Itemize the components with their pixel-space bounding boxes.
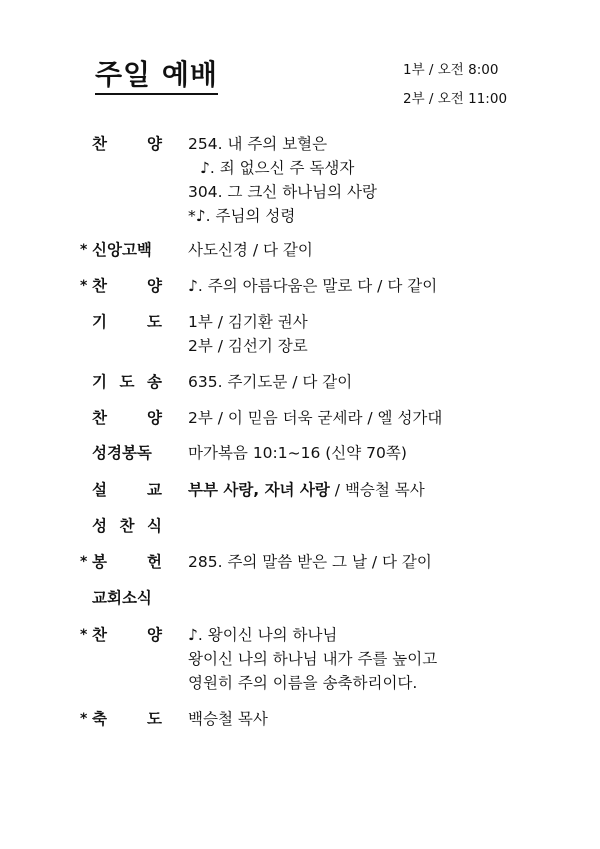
order-item-label [80,132,188,156]
order-item [80,132,580,228]
order-item-label-text: 헌 [147,553,162,571]
order-item [80,707,580,731]
order-item-text: 635. 주기도문 / 다 같이 [188,373,353,391]
order-item-label [80,310,188,334]
standing-marker: * [80,242,88,258]
order-item-text: ♪. 왕이신 나의 하나님 [188,626,338,644]
order-item [80,623,580,695]
order-item-label [80,623,188,647]
order-item [80,274,580,298]
order-item-label [80,441,188,465]
order-item-label-text: 찬 [119,517,135,535]
order-item [80,478,580,502]
order-item-label-text: 송 [147,373,162,391]
order-item-label-text: 양 [147,626,162,644]
order-item-content [188,132,580,228]
order-item-content [188,370,580,394]
order-item-line [188,671,580,695]
order-of-worship [80,132,580,743]
order-item-label-text: 찬 [92,626,107,644]
order-item-label-text: 봉 [92,553,107,571]
order-item-line [188,204,580,228]
order-item-line [188,441,580,465]
order-item-text: 백승철 목사 [188,710,268,728]
standing-marker: * [80,278,88,294]
order-item [80,406,580,430]
order-item-label [80,370,188,394]
order-item-text: 영원히 주의 이름을 송축하리이다. [188,674,418,692]
order-item-line [188,478,580,502]
order-item-text: 285. 주의 말씀 받은 그 날 / 다 같이 [188,553,432,571]
order-item-line [188,370,580,394]
order-item-line [188,707,580,731]
order-item-label-text: 성 [92,517,107,535]
order-item-content [188,478,580,502]
order-item-line [188,623,580,647]
order-item-line [188,180,580,204]
order-item-text: 1부 / 김기환 권사 [188,313,308,331]
order-item-label-text: 양 [147,409,162,427]
order-item-text: / 백승철 목사 [329,481,425,499]
order-item-line [188,310,580,334]
order-item [80,310,580,358]
order-item-line [188,406,580,430]
order-item-content [188,310,580,358]
order-item-line [188,274,580,298]
order-item [80,514,580,538]
page-title: 주일 예배 [95,58,218,95]
order-item-content [188,406,580,430]
order-item-text: ♪. 죄 없으신 주 독생자 [200,159,355,177]
order-item-label-text: 교 [147,481,162,499]
order-item-label-text: 성경봉독 [92,444,152,462]
order-item-text: 304. 그 크신 하나님의 사랑 [188,183,377,201]
order-item-line [188,238,580,262]
standing-marker: * [80,711,88,727]
service-time-1: 1부 / 오전 8:00 [403,62,499,78]
order-item-text: ♪. 주의 아름다움은 말로 다 / 다 같이 [188,277,438,295]
order-item-label-text: 축 [92,710,107,728]
standing-marker: * [80,627,88,643]
order-item-text: *♪. 주님의 성령 [188,207,296,225]
order-item-label-text: 기 [92,373,107,391]
order-item-label [80,238,188,262]
order-item [80,550,580,574]
order-item-line [188,647,580,671]
order-item [80,441,580,465]
order-item-label-text: 설 [92,481,107,499]
service-time-2: 2부 / 오전 11:00 [403,91,508,107]
order-item-label-text: 식 [147,517,162,535]
order-item-text: 254. 내 주의 보혈은 [188,135,328,153]
order-item-label [80,514,188,538]
order-item-label-text: 도 [119,373,135,391]
order-item-label-text: 찬 [92,409,107,427]
order-item-text: 왕이신 나의 하나님 내가 주를 높이고 [188,650,438,668]
order-item-label-text: 양 [147,135,162,153]
order-item-line [188,156,580,180]
order-item-line [188,550,580,574]
order-item [80,586,580,610]
order-item-text: 사도신경 / 다 같이 [188,241,313,259]
order-item-label [80,707,188,731]
sermon-title: 부부 사랑, 자녀 사랑 [188,481,330,499]
order-item-label-text: 도 [147,710,162,728]
order-item-label [80,586,188,610]
order-item-content [188,623,580,695]
order-item-label-text: 양 [147,277,162,295]
order-item-label [80,406,188,430]
order-item-text: 2부 / 이 믿음 더욱 굳세라 / 엘 성가대 [188,409,443,427]
order-item-label-text: 교회소식 [92,589,152,607]
order-item [80,370,580,394]
order-item-line [188,132,580,156]
order-item-label [80,478,188,502]
order-item-text: 마가복음 10:1~16 (신약 70쪽) [188,444,407,462]
order-item-content [188,550,580,574]
order-item-line [188,334,580,358]
order-item-label [80,274,188,298]
order-item-content [188,441,580,465]
order-item-label [80,550,188,574]
order-item-label-text: 신앙고백 [92,241,152,259]
order-item [80,238,580,262]
order-item-content [188,238,580,262]
order-item-label-text: 도 [147,313,162,331]
order-item-content [188,274,580,298]
order-item-label-text: 찬 [92,135,107,153]
order-item-label-text: 기 [92,313,107,331]
standing-marker: * [80,554,88,570]
order-item-content [188,707,580,731]
order-item-text: 2부 / 김선기 장로 [188,337,308,355]
order-item-label-text: 찬 [92,277,107,295]
service-times [403,56,507,114]
